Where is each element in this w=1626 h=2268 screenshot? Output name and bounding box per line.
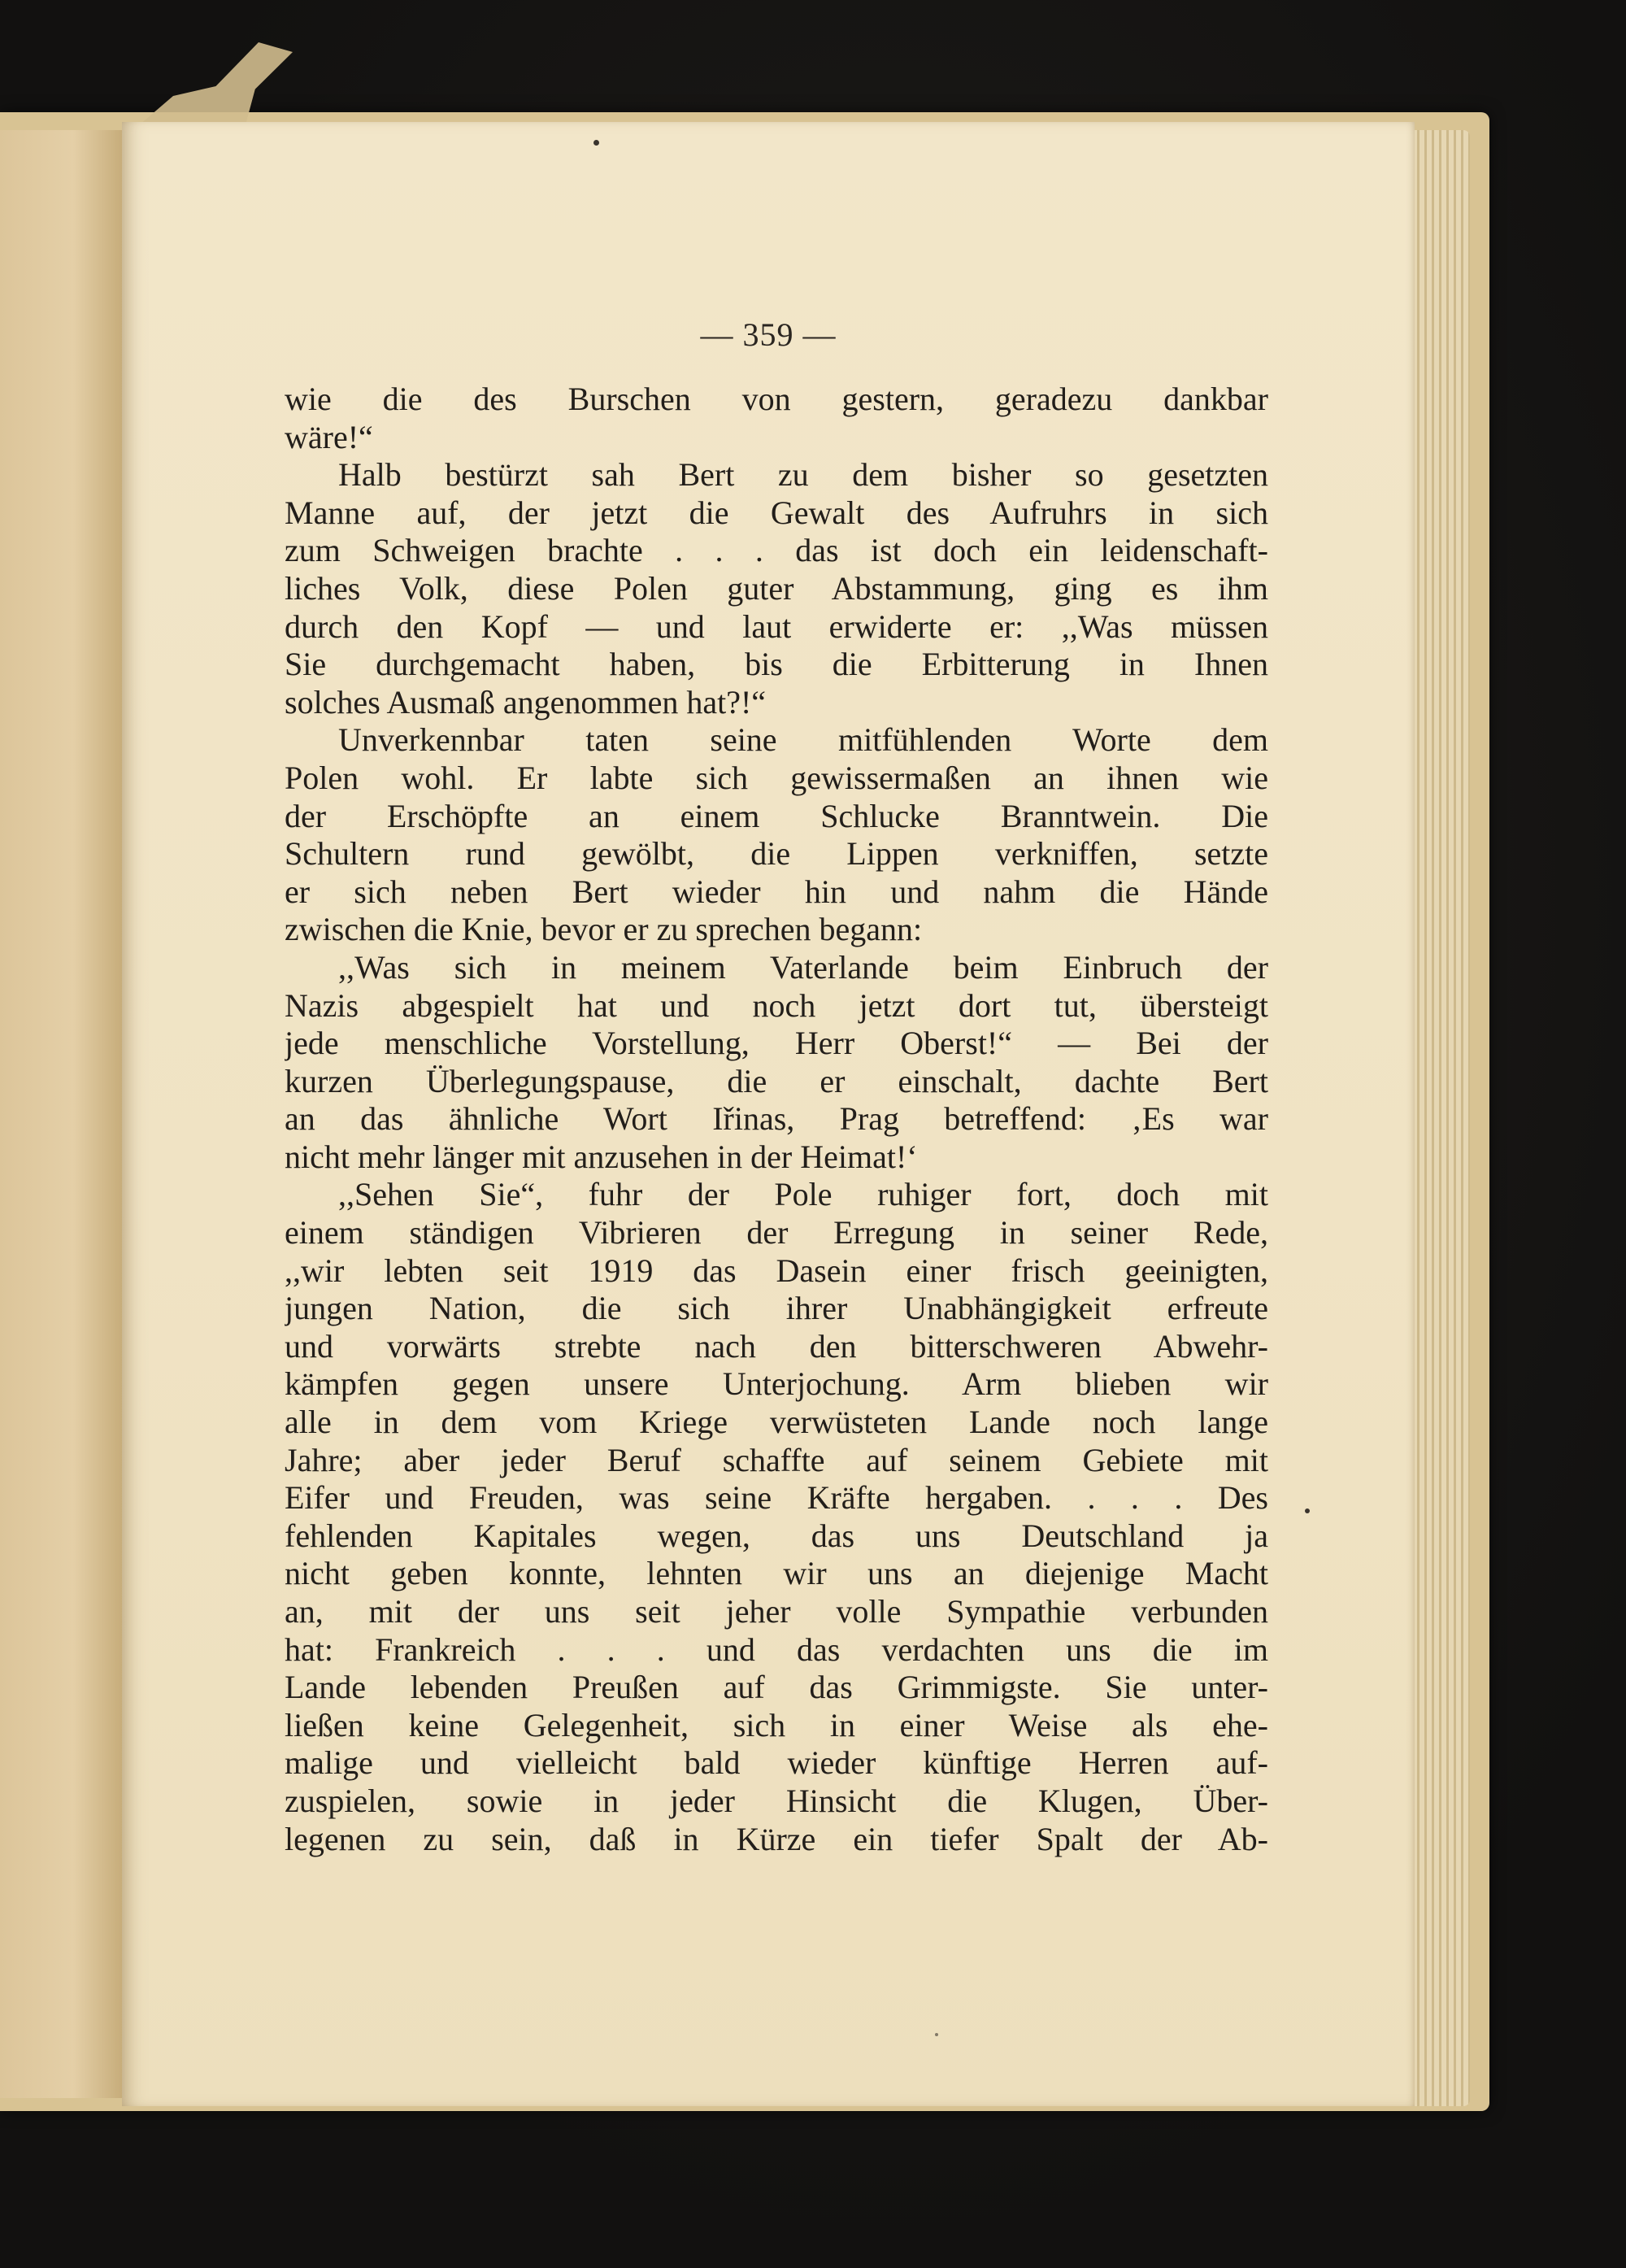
text-line: der Erschöpfte an einem Schlucke Branntwein. Die [285, 797, 1268, 834]
text-line: Nazis abgespielt hat und noch jetzt dort tut, übersteigt [285, 986, 1268, 1024]
text-line: Manne auf, der jetzt die Gewalt des Aufruhrs in sich [285, 494, 1268, 531]
text-line: und vorwärts strebte nach den bitterschweren Abwehr- [285, 1327, 1268, 1365]
text-line: an, mit der uns seit jeher volle Sympathie verbunden [285, 1593, 1268, 1630]
text-line: fehlenden Kapitales wegen, das uns Deutschland ja [285, 1517, 1268, 1554]
text-line: Schultern rund gewölbt, die Lippen verkniffen, setzte [285, 835, 1268, 873]
text-line: zwischen die Knie, bevor er zu sprechen begann: [285, 911, 923, 948]
text-line: legenen zu sein, daß in Kürze ein tiefer Spalt der Ab- [285, 1820, 1268, 1857]
text-line: Polen wohl. Er labte sich gewissermaßen an ihnen wie [285, 759, 1268, 796]
text-line: Halb bestürzt sah Bert zu dem bisher so gesetzten [338, 456, 1268, 494]
text-line: Lande lebenden Preußen auf das Grimmigste. Sie unter- [285, 1669, 1268, 1706]
text-line: nicht mehr länger mit anzusehen in der Heimat!‘ [285, 1138, 918, 1175]
text-line: einem ständigen Vibrieren der Erregung in seiner Rede, [285, 1214, 1268, 1252]
paper-speck [1305, 1508, 1310, 1513]
paper-speck [935, 2033, 938, 2036]
text-line: Eifer und Freuden, was seine Kräfte hergaben. . . . Des [285, 1479, 1268, 1517]
text-line: wäre!“ [285, 418, 373, 455]
text-line: wie die des Burschen von gestern, geradezu dankbar [285, 381, 1268, 417]
text-line: solches Ausmaß angenommen hat?!“ [285, 683, 767, 720]
text-line: nicht geben konnte, lehnten wir uns an diejenige Macht [285, 1555, 1268, 1592]
text-line: zum Schweigen brachte . . . das ist doch ein leidenschaft- [285, 532, 1268, 569]
text-line: jede menschliche Vorstellung, Herr Oberst!“ — Bei der [285, 1025, 1268, 1062]
text-line: durch den Kopf — und laut erwiderte er: ,,Was müssen [285, 607, 1268, 645]
facing-page-edge [0, 130, 122, 2098]
text-line: liches Volk, diese Polen guter Abstammung, ging es ihm [285, 569, 1268, 607]
text-line: ließen keine Gelegenheit, sich in einer Weise als ehe- [285, 1706, 1268, 1743]
paper-speck [593, 140, 599, 146]
text-line: jungen Nation, die sich ihrer Unabhängigkeit erfreute [285, 1290, 1268, 1327]
text-line: zuspielen, sowie in jeder Hinsicht die Klugen, Über- [285, 1782, 1268, 1819]
text-line: ,,wir lebten seit 1919 das Dasein einer frisch geeinigten, [285, 1252, 1268, 1289]
text-line: alle in dem vom Kriege verwüsteten Lande noch lange [285, 1404, 1268, 1441]
text-line: Jahre; aber jeder Beruf schaffte auf seinem Gebiete mit [285, 1441, 1268, 1478]
page-stack-edges [1405, 130, 1470, 2106]
text-line: kämpfen gegen unsere Unterjochung. Arm blieben wir [285, 1365, 1268, 1403]
text-line: kurzen Überlegungspause, die er einschalt, dachte Bert [285, 1062, 1268, 1099]
text-line: Unverkennbar taten seine mitfühlenden Worte dem [338, 721, 1268, 759]
book-page [122, 122, 1415, 2106]
text-line: ,,Was sich in meinem Vaterlande beim Einbruch der [338, 948, 1268, 986]
text-line: hat: Frankreich . . . und das verdachten uns die im [285, 1630, 1268, 1668]
text-line: Sie durchgemacht haben, bis die Erbitterung in Ihnen [285, 646, 1268, 683]
text-line: er sich neben Bert wieder hin und nahm die Hände [285, 873, 1268, 910]
text-line: ,,Sehen Sie“, fuhr der Pole ruhiger fort, doch mit [338, 1176, 1268, 1213]
page-number: — 359 — [700, 316, 837, 353]
body-text [285, 381, 1268, 1858]
text-line: an das ähnliche Wort Iřinas, Prag betreffend: ‚Es war [285, 1100, 1268, 1138]
text-line: malige und vielleicht bald wieder künftige Herren auf- [285, 1744, 1268, 1782]
